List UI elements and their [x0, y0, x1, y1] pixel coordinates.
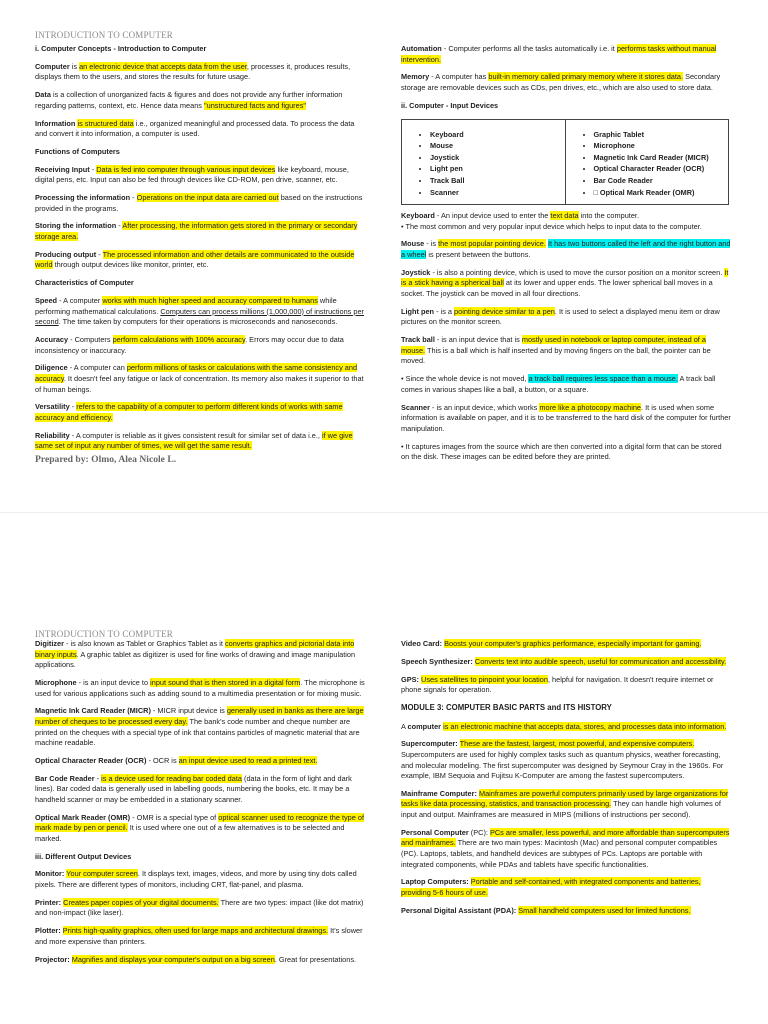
page-header: INTRODUCTION TO COMPUTER: [35, 30, 173, 40]
device-list-item: • Bar Code Reader: [594, 175, 725, 187]
paragraph-speed: Speed - A computer works with much higher speed and accuracy compared to humans while performing mathematical calculations. Computers can process millions (1,000,000) of instructions per second. The time taken by computers for their operations is microseconds and nanoseconds.: [35, 295, 364, 327]
device-list-item: • Microphone: [594, 140, 725, 152]
paragraph-light-pen: Light pen - is a pointing device similar to a pen. It is used to select a displayed menu item or draw pictures on the monitor screen.: [401, 306, 720, 327]
paragraph-a-computer: A computer is an electronic machine that accepts data, stores, and processes data into information.: [401, 721, 727, 731]
device-list-item: • Graphic Tablet: [594, 129, 725, 141]
paragraph-printer: Printer: Creates paper copies of your digital documents. There are two types: impact (like dot matrix) and non-impact (like laser).: [35, 897, 364, 918]
paragraph-versatility: Versatility - refers to the capability of a computer to perform different kinds of works with same accuracy and efficiency.: [35, 402, 343, 422]
paragraph-data: Data is a collection of unorganized facts & figures and does not provide any further information regarding patterns, context, etc. Hence data means "unstructured facts and figures": [35, 90, 343, 110]
left-column: [35, 639, 365, 972]
paragraph-mainframe: Mainframe Computer: Mainframes are powerful computers primarily used by large organizations for tasks like data processing, statistics, and transaction processing. They can handle high volumes of input and output. Mainframes are measured in MIPS (millions of instructions per second).: [401, 788, 729, 820]
devices-left-cell: [402, 119, 566, 205]
page-header: INTRODUCTION TO COMPUTER: [35, 629, 173, 639]
paragraph-processing: Processing the information - Operations on the input data are carried out based on the instructions provided in the programs.: [35, 193, 363, 213]
device-list-item: • Scanner: [430, 187, 561, 199]
paragraph-microphone: Microphone - is an input device to input sound that is then stored in a digital form. The microphone is used for various applications such as adding sound to a multimedia presentation or for mixing music.: [35, 677, 365, 698]
device-list-item: • Optical Character Reader (OCR): [594, 163, 725, 175]
paragraph-information: Information is structured data i.e., organized meaningful and processed data. To process the data and convert it into information, a computer is used.: [35, 118, 355, 139]
paragraph-personal-computer: Personal Computer (PC): PCs are smaller, less powerful, and more affordable than supercomputers and mainframes. There are two main types: Macintosh (Mac) and personal computer compatibles (PC). Laptops, tablets, and handheld devices are subtypes of PCs. Laptops are portable with integrated components, while PDAs and tablets have specific functionalities.: [401, 827, 730, 869]
devices-list-right: [570, 129, 725, 199]
device-list-item: • Keyboard: [430, 129, 561, 141]
paragraph-keyboard: Keyboard - An input device used to enter the text data into the computer.: [401, 211, 640, 221]
paragraph-memory: Memory - A computer has built-in memory called primary memory where it stores data. Secondary storage are removable devices such as CDs, pen drives, etc., which are also used to store data.: [401, 72, 721, 92]
devices-list-left: [406, 129, 561, 199]
paragraph-laptop: Laptop Computers: Portable and self-contained, with integrated components and batteries, providing 5-6 hours of use.: [401, 877, 701, 897]
paragraph-bar-code: Bar Code Reader - is a device used for reading bar coded data (data in the form of light and dark lines). Bar coded data is generally used in labelling goods, numbering the books, etc. It may be a handheld scanner or may be embedded in a stationary scanner.: [35, 773, 352, 804]
paragraph-track-ball-bullet: • Since the whole device is not moved, a track ball requires less space than a mouse. A track ball comes in various shapes like a ball, a button, or a square.: [401, 374, 716, 394]
device-list-item: • Mouse: [430, 140, 561, 152]
paragraph-joystick: Joystick - is also a pointing device, which is used to move the cursor position on a monitor screen. It is a stick having a spherical ball at its lower and upper ends. The lower spherical ball moves in a socket. The joystick can be moved in all four directions.: [401, 267, 729, 299]
paragraph-receiving-input: Receiving Input - Data is fed into computer through various input devices like keyboard, mouse, digital pens, etc. Input can also be fed through devices like CD-ROM, pen drive, scanner, etc.: [35, 164, 349, 185]
left-column: [35, 44, 365, 465]
paragraph-mouse: Mouse - is the most popular pointing device. It has two buttons called the left and the right button and a wheel is present between the buttons.: [401, 239, 731, 260]
subsection-title: iii. Different Output Devices: [35, 851, 132, 861]
input-devices-table: [401, 119, 729, 206]
prepared-by: Prepared by: Olmo, Alea Nicole L.: [35, 453, 177, 465]
paragraph-digitizer: Digitizer - is also known as Tablet or Graphics Tablet as it converts graphics and pictorial data into binary inputs. A graphic tablet as digitizer is used for fine works of drawing and image manipulation applications.: [35, 639, 356, 670]
paragraph-supercomputer: Supercomputer: These are the fastest, largest, most powerful, and expensive computers. Supercomputers are used for highly complex tasks such as quantum physics, weather forecasting, and molecular modeling. The first supercomputer was designed by Seymour Cray in the 1960s. For example, IBM Sequoia and Fujitsu K-Computer are among the fastest supercomputers.: [401, 739, 724, 781]
devices-right-cell: [565, 119, 729, 205]
device-list-item: • Joystick: [430, 152, 561, 164]
module-title: MODULE 3: COMPUTER BASIC PARTS and ITS HISTORY: [401, 702, 612, 712]
paragraph-scanner-bullet: • It captures images from the source which are then converted into a digital form that can be stored on the disk. These images can be edited before they are printed.: [401, 441, 722, 462]
right-column: [401, 639, 731, 924]
right-column: [401, 44, 731, 470]
paragraph-video-card: Video Card: Boosts your computer's graphics performance, especially important for gaming.: [401, 639, 702, 648]
paragraph-ocr: Optical Character Reader (OCR) - OCR is an input device used to read a printed text.: [35, 755, 318, 765]
paragraph-automation: Automation - Computer performs all the tasks automatically i.e. it performs tasks without manual intervention.: [401, 44, 717, 64]
document-page-2: [0, 512, 768, 1024]
device-list-item: • Track Ball: [430, 175, 561, 187]
paragraph-monitor: Monitor: Your computer screen. It displays text, images, videos, and more by using tiny dots called pixels. There are different types of monitors, including CRT, flat-panel, and plasma.: [35, 869, 357, 889]
paragraph-computer: Computer is an electronic device that accepts data from the user, processes it, produces results, displays them to the users, and stores the results for future usage.: [35, 61, 351, 82]
subsection-title: ii. Computer - Input Devices: [401, 100, 499, 110]
paragraph-storing: Storing the information - After processing, the information gets stored in the primary or secondary storage area.: [35, 221, 358, 242]
device-list-item: • □ Optical Mark Reader (OMR): [594, 187, 725, 199]
device-list-item: • Light pen: [430, 163, 561, 175]
paragraph-diligence: Diligence - A computer can perform millions of tasks or calculations with the same consistency and accuracy. It doesn't feel any fatigue or lack of concentration. Its memory also makes it superior to that of human beings.: [35, 363, 364, 394]
paragraph-micr: Magnetic Ink Card Reader (MICR) - MICR input device is generally used in banks as there are large number of cheques to be processed every day. The bank's code number and cheque number are printed on the cheques with a special type of ink that contains particles of magnetic material that are machine readable.: [35, 706, 364, 748]
paragraph-pda: Personal Digital Assistant (PDA): Small handheld computers used for limited functions.: [401, 905, 691, 915]
paragraph-omr: Optical Mark Reader (OMR) - OMR is a special type of optical scanner used to recognize the type of mark made by pen or pencil. It is used where one out of a few alternatives is to be selected and marked.: [35, 812, 364, 843]
paragraph-accuracy: Accuracy - Computers perform calculations with 100% accuracy. Errors may occur due to data inconsistency or inaccuracy.: [35, 334, 344, 355]
subsection-title: Characteristics of Computer: [35, 278, 134, 288]
section-title: i. Computer Concepts - Introduction to Computer: [35, 44, 207, 53]
paragraph-track-ball: Track ball - is an input device that is mostly used in notebook or laptop computer, instead of a mouse. This is a ball which is half inserted and by moving fingers on the ball, the pointer can be moved.: [401, 335, 711, 366]
paragraph-scanner: Scanner - is an input device, which works more like a photocopy machine. It is used when some information is available on paper, and it is to be transferred to the hard disk of the computer for further manipulation.: [401, 402, 731, 433]
paragraph-speech-synthesizer: Speech Synthesizer: Converts text into audible speech, useful for communication and accessibility.: [401, 656, 727, 666]
paragraph-projector: Projector: Magnifies and displays your computer's output on a big screen. Great for presentations.: [35, 954, 357, 964]
paragraph-reliability: Reliability - A computer is reliable as it gives consistent result for similar set of data i.e., if we give same set of input any number of times, we will get the same result.: [35, 430, 353, 451]
subsection-title: Functions of Computers: [35, 146, 120, 156]
paragraph-producing: Producing output - The processed information and other details are communicated to the outside world through output devices like monitor, printer, etc.: [35, 249, 355, 270]
device-list-item: • Magnetic Ink Card Reader (MICR): [594, 152, 725, 164]
paragraph-keyboard-bullet: • The most common and very popular input device which helps to input data to the computer.: [401, 221, 702, 231]
paragraph-gps: GPS: Uses satellites to pinpoint your location, helpful for navigation. It doesn't require internet or phone signals for operation.: [401, 674, 714, 695]
paragraph-plotter: Plotter: Prints high-quality graphics, often used for large maps and architectural drawings. It's slower and more expensive than printers.: [35, 926, 363, 946]
